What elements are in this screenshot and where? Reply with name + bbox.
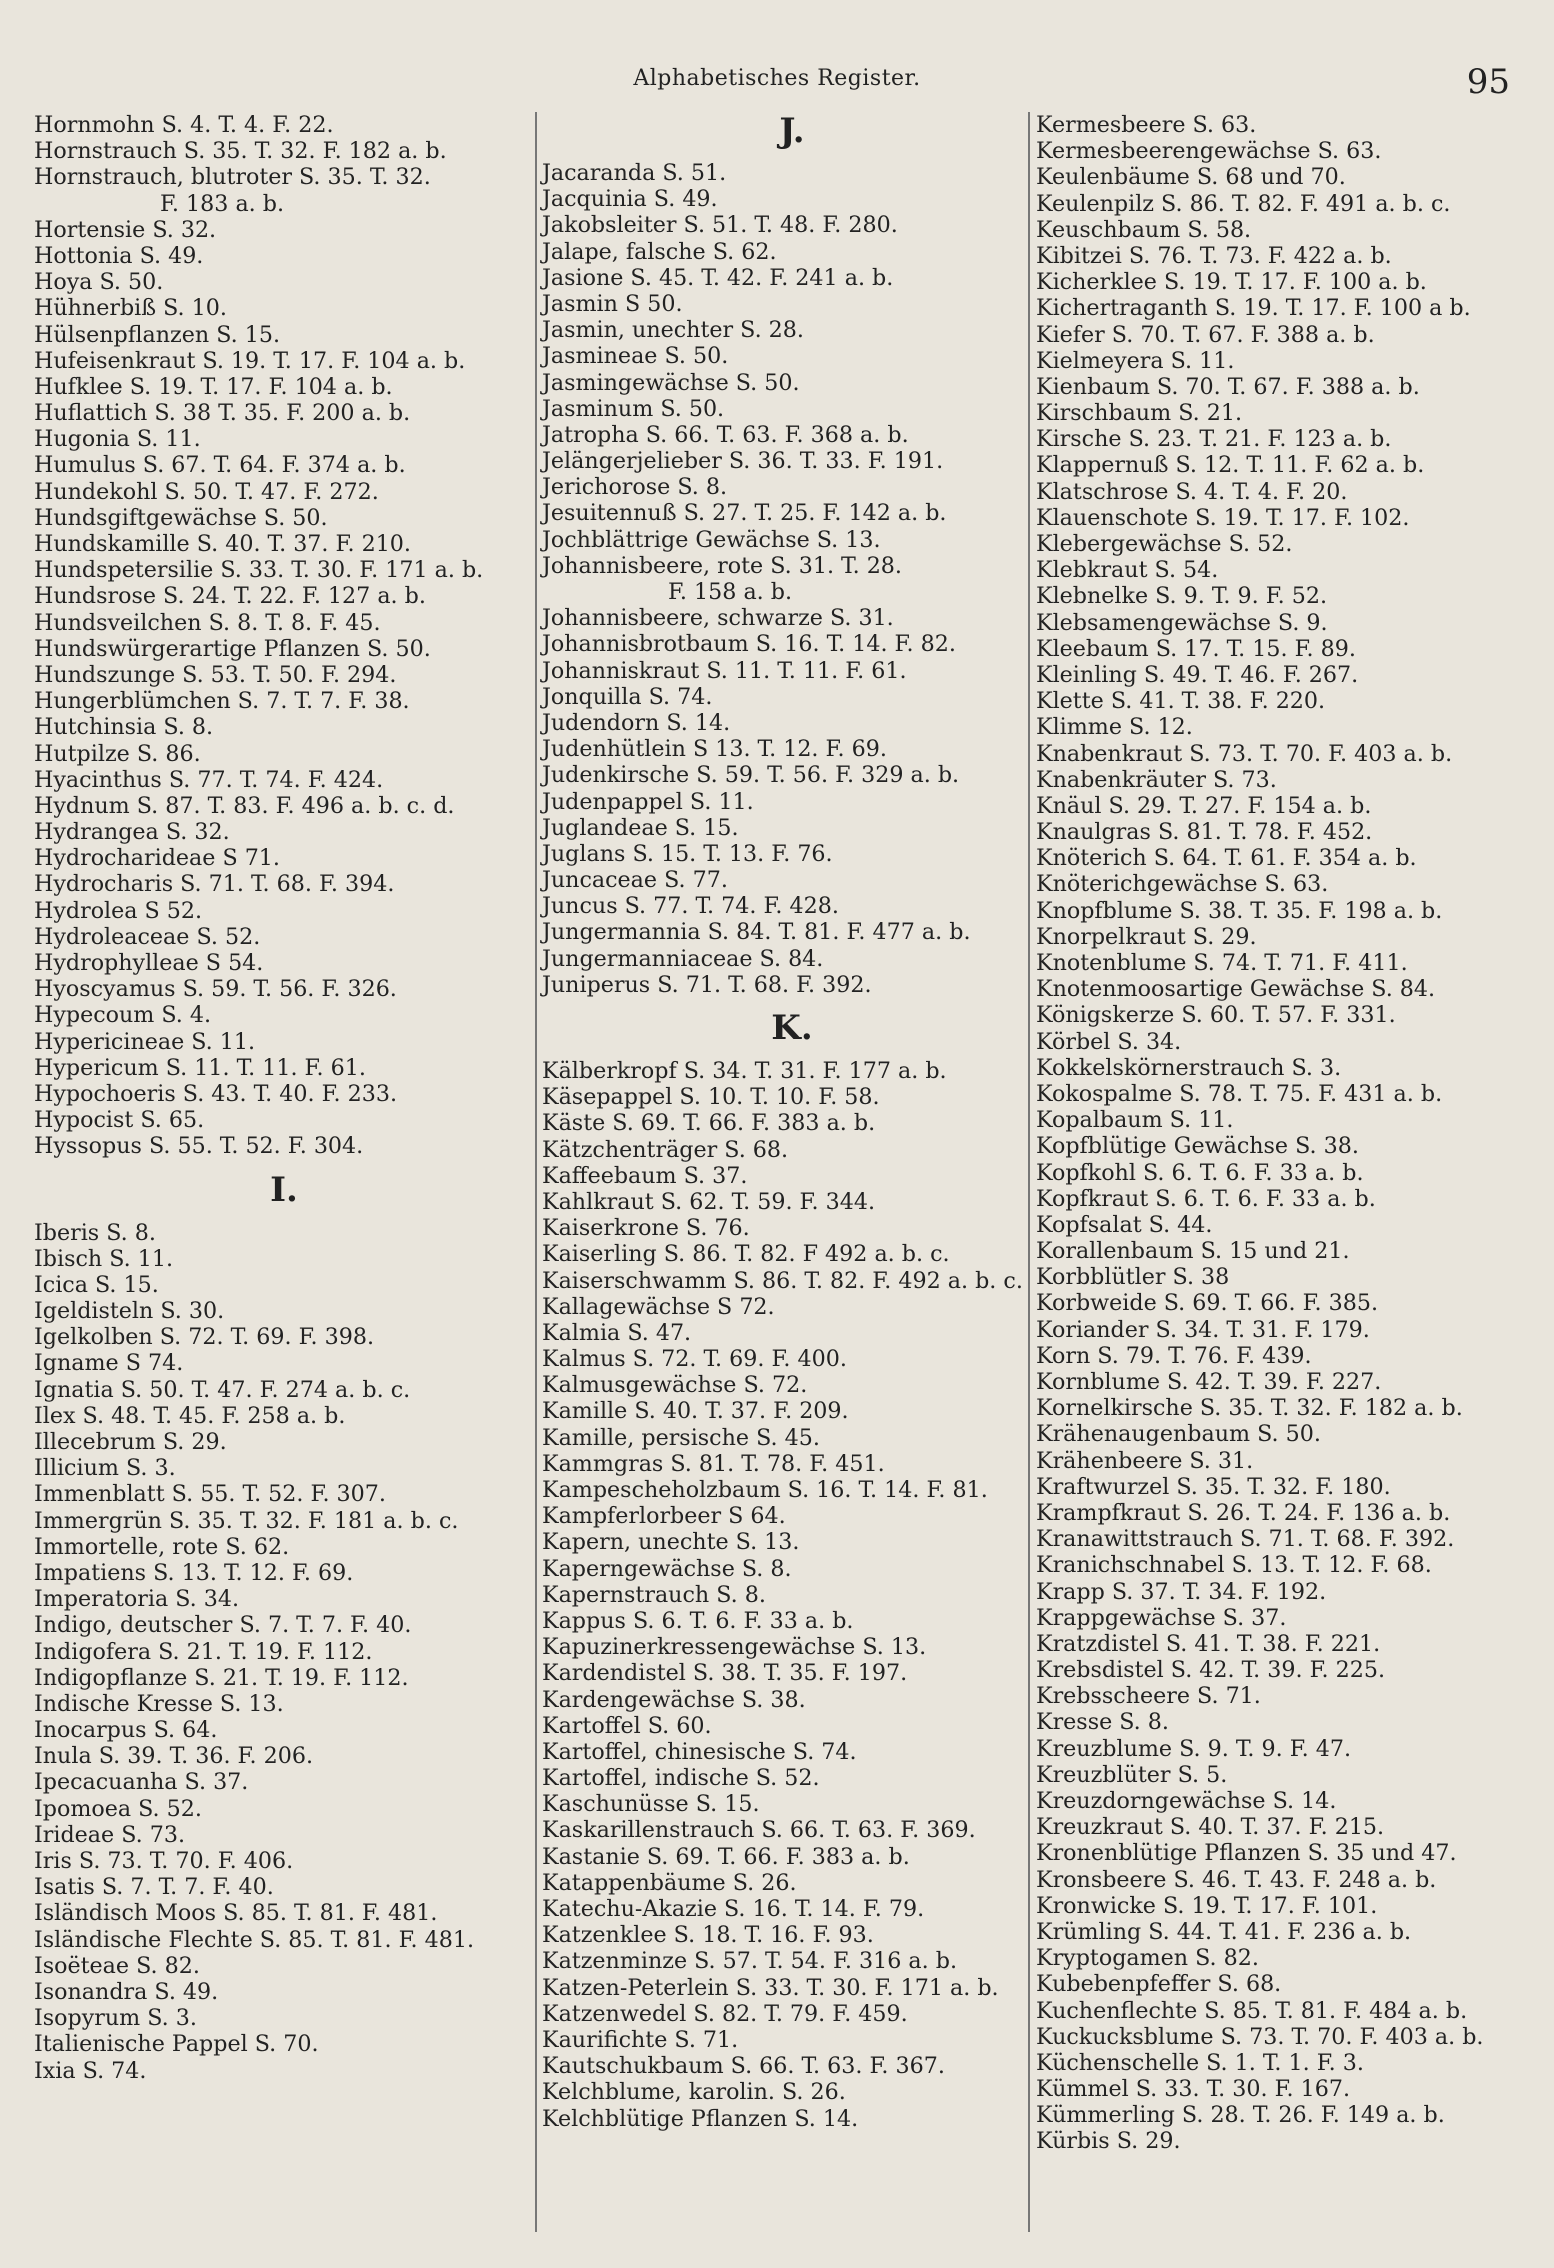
index-entry: Kätzchenträger S. 68. [542, 1136, 789, 1163]
index-entry: Krebsdistel S. 42. T. 39. F. 225. [1036, 1657, 1386, 1684]
index-entry: Jonquilla S. 74. [542, 683, 713, 710]
index-entry: Knöterich S. 64. T. 61. F. 354 a. b. [1036, 845, 1417, 872]
index-entry: Illecebrum S. 29. [34, 1429, 227, 1455]
index-entry: Hornstrauch, blutroter S. 35. T. 32. [34, 164, 431, 191]
index-entry: Koriander S. 34. T. 31. F. 179. [1036, 1316, 1370, 1343]
index-entry: Krümling S. 44. T. 41. F. 236 a. b. [1036, 1918, 1412, 1945]
index-entry: Kälberkropf S. 34. T. 31. F. 177 a. b. [542, 1058, 947, 1084]
index-entry: Iris S. 73. T. 70. F. 406. [34, 1848, 294, 1874]
index-entry: Hundskamille S. 40. T. 37. F. 210. [34, 531, 411, 557]
index-entry: Krapp S. 37. T. 34. F. 192. [1036, 1578, 1327, 1605]
index-entry: Hortensie S. 32. [34, 216, 217, 243]
index-entry: Klatschrose S. 4. T. 4. F. 20. [1036, 478, 1348, 505]
index-entry: Kibitzei S. 76. T. 73. F. 422 a. b. [1036, 242, 1392, 269]
index-entry: Kronwicke S. 19. T. 17. F. 101. [1036, 1892, 1378, 1919]
index-entry: Jakobsleiter S. 51. T. 48. F. 280. [542, 212, 898, 239]
index-entry: Kartoffel, chinesische S. 74. [542, 1738, 857, 1765]
index-entry: Juglandeae S. 15. [542, 814, 739, 841]
index-entry: Klebkraut S. 54. [1036, 557, 1219, 584]
index-entry: Kapuzinerkressengewächse S. 13. [542, 1634, 927, 1661]
index-entry: Klette S. 41. T. 38. F. 220. [1036, 688, 1326, 715]
index-entry: Juglans S. 15. T. 13. F. 76. [542, 840, 833, 867]
index-entry: Kranawittstrauch S. 71. T. 68. F. 392. [1036, 1526, 1455, 1553]
index-entry: Knabenkraut S. 73. T. 70. F. 403 a. b. [1036, 740, 1453, 767]
index-entry: Ibisch S. 11. [34, 1245, 174, 1272]
index-entry-continuation: F. 183 a. b. [160, 190, 285, 217]
index-entry: Kardengewächse S. 38. [542, 1686, 806, 1713]
index-entry: Kümmerling S. 28. T. 26. F. 149 a. b. [1036, 2102, 1445, 2129]
index-entry: Klappernuß S. 12. T. 11. F. 62 a. b. [1036, 452, 1425, 479]
index-entry-continuation: F. 158 a. b. [668, 579, 793, 605]
index-entry: Kleinling S. 49. T. 46. F. 267. [1036, 661, 1359, 688]
index-entry: Katzenminze S. 57. T. 54. F. 316 a. b. [542, 1948, 957, 1975]
index-entry: Ixia S. 74. [34, 2057, 147, 2084]
index-entry: Kopfblütige Gewächse S. 38. [1036, 1133, 1359, 1160]
index-entry: Indigo, deutscher S. 7. T. 7. F. 40. [34, 1612, 412, 1639]
index-entry: Kopfkraut S. 6. T. 6. F. 33 a. b. [1036, 1185, 1376, 1212]
index-entry: Hufklee S. 19. T. 17. F. 104 a. b. [34, 373, 393, 400]
index-entry: Immergrün S. 35. T. 32. F. 181 a. b. c. [34, 1507, 459, 1534]
index-entry: Kopfkohl S. 6. T. 6. F. 33 a. b. [1036, 1159, 1364, 1186]
index-entry: Jatropha S. 66. T. 63. F. 368 a. b. [542, 421, 909, 448]
index-entry: Klimme S. 12. [1036, 714, 1193, 741]
index-entry: Küchenschelle S. 1. T. 1. F. 3. [1036, 2049, 1364, 2076]
index-entry: Kelchblume, karolin. S. 26. [542, 2079, 846, 2106]
index-entry: Juniperus S. 71. T. 68. F. 392. [542, 971, 872, 998]
index-entry: Hyacinthus S. 77. T. 74. F. 424. [34, 766, 384, 793]
index-entry: Inocarpus S. 64. [34, 1717, 218, 1744]
index-entry: Judenkirsche S. 59. T. 56. F. 329 a. b. [542, 762, 960, 789]
index-entry: Johannisbrotbaum S. 16. T. 14. F. 82. [542, 631, 956, 658]
index-entry: Huflattich S. 38 T. 35. F. 200 a. b. [34, 400, 411, 427]
index-entry: Klebergewächse S. 52. [1036, 531, 1293, 557]
index-entry: Illicium S. 3. [34, 1455, 176, 1482]
index-entry: Katzenklee S. 18. T. 16. F. 93. [542, 1922, 874, 1949]
index-entry: Kartoffel S. 60. [542, 1712, 712, 1739]
index-entry: Krähenaugenbaum S. 50. [1036, 1421, 1321, 1448]
index-entry: Jasione S. 45. T. 42. F. 241 a. b. [542, 264, 894, 291]
index-entry: Hufeisenkraut S. 19. T. 17. F. 104 a. b. [34, 347, 466, 374]
index-entry: Kampescheholzbaum S. 16. T. 14. F. 81. [542, 1477, 988, 1503]
column-divider [535, 112, 537, 2232]
index-entry: Korbblütler S. 38 [1036, 1264, 1230, 1291]
index-entry: Jacaranda S. 51. [542, 160, 727, 186]
index-entry: Kokkelskörnerstrauch S. 3. [1036, 1054, 1342, 1081]
index-entry: Knaulgras S. 81. T. 78. F. 452. [1036, 819, 1373, 846]
index-entry: Kichertraganth S. 19. T. 17. F. 100 a b. [1036, 295, 1471, 322]
index-entry: Katappenbäume S. 26. [542, 1869, 797, 1896]
index-entry: Impatiens S. 13. T. 12. F. 69. [34, 1559, 354, 1586]
index-entry: Iberis S. 8. [34, 1219, 156, 1246]
index-entry: Kampferlorbeer S 64. [542, 1503, 786, 1530]
index-entry: Jelängerjelieber S. 36. T. 33. F. 191. [542, 448, 944, 475]
index-entry: Hundszunge S. 53. T. 50. F. 294. [34, 661, 397, 688]
index-entry: Jasminum S. 50. [542, 395, 725, 422]
index-entry: Kastanie S. 69. T. 66. F. 383 a. b. [542, 1843, 910, 1870]
index-entry: Kamille S. 40. T. 37. F. 209. [542, 1398, 849, 1425]
index-entry: Kirsche S. 23. T. 21. F. 123 a. b. [1036, 426, 1392, 453]
index-entry: Kronsbeere S. 46. T. 43. F. 248 a. b. [1036, 1866, 1437, 1893]
column-divider [1028, 112, 1030, 2232]
index-entry: Kalmus S. 72. T. 69. F. 400. [542, 1346, 847, 1373]
index-entry: Hottonia S. 49. [34, 242, 204, 269]
index-entry: Immortelle, rote S. 62. [34, 1533, 290, 1560]
index-entry: Kokospalme S. 78. T. 75. F. 431 a. b. [1036, 1080, 1443, 1107]
index-entry: Jasmineae S. 50. [542, 343, 729, 370]
index-entry: Kaiserschwamm S. 86. T. 82. F. 492 a. b. c. [542, 1267, 1023, 1294]
index-entry: Knotenmoosartige Gewächse S. 84. [1036, 976, 1436, 1003]
index-entry: Italienische Pappel S. 70. [34, 2031, 319, 2058]
index-entry: Kürbis S. 29. [1036, 2128, 1181, 2155]
index-entry: Hutpilze S. 86. [34, 740, 201, 767]
index-entry: Käste S. 69. T. 66. F. 383 a. b. [542, 1110, 876, 1137]
index-entry: Hühnerbiß S. 10. [34, 295, 227, 322]
page-header [0, 62, 1554, 102]
index-entry: Ipecacuanha S. 37. [34, 1769, 249, 1796]
index-entry: Hornstrauch S. 35. T. 32. F. 182 a. b. [34, 138, 447, 165]
index-entry: Hundsrose S. 24. T. 22. F. 127 a. b. [34, 583, 426, 610]
index-entry: Katechu-Akazie S. 16. T. 14. F. 79. [542, 1896, 925, 1922]
index-entry: Kielmeyera S. 11. [1036, 347, 1235, 374]
index-entry: Hypecoum S. 4. [34, 1002, 212, 1029]
index-entry: Kaiserling S. 86. T. 82. F 492 a. b. c. [542, 1241, 950, 1268]
index-entry: Kapern, unechte S. 13. [542, 1529, 800, 1556]
index-entry: Juncaceae S. 77. [542, 867, 728, 894]
index-entry: Kartoffel, indische S. 52. [542, 1765, 820, 1792]
index-entry: Johanniskraut S. 11. T. 11. F. 61. [542, 657, 907, 684]
index-entry: Jerichorose S. 8. [542, 474, 728, 501]
index-entry: Keulenpilz S. 86. T. 82. F. 491 a. b. c. [1036, 190, 1451, 217]
index-entry: Jalape, falsche S. 62. [542, 238, 777, 265]
index-entry: Isonandra S. 49. [34, 1978, 219, 2005]
index-entry: Inula S. 39. T. 36. F. 206. [34, 1743, 313, 1770]
index-entry: Hydroleaceae S. 52. [34, 923, 261, 950]
index-entry: Knorpelkraut S. 29. [1036, 923, 1257, 950]
index-entry: Ignatia S. 50. T. 47. F. 274 a. b. c. [34, 1376, 411, 1403]
index-entry: Humulus S. 67. T. 64. F. 374 a. b. [34, 452, 406, 479]
index-entry: Ipomoea S. 52. [34, 1795, 202, 1822]
index-entry: Hypericum S. 11. T. 11. F. 61. [34, 1054, 366, 1081]
index-entry: Hundspetersilie S. 33. T. 30. F. 171 a. b. [34, 557, 484, 584]
index-entry: Kapernstrauch S. 8. [542, 1581, 766, 1608]
index-entry: Hoya S. 50. [34, 269, 164, 296]
index-entry: Isländisch Moos S. 85. T. 81. F. 481. [34, 1900, 438, 1927]
index-entry: Judenpappel S. 11. [542, 788, 754, 815]
index-entry: Korn S. 79. T. 76. F. 439. [1036, 1342, 1312, 1369]
index-entry: Johannisbeere, schwarze S. 31. [542, 605, 894, 632]
index-entry: Kronenblütige Pflanzen S. 35 und 47. [1036, 1840, 1457, 1867]
index-entry: Kornblume S. 42. T. 39. F. 227. [1036, 1369, 1382, 1395]
index-entry: Imperatoria S. 34. [34, 1586, 240, 1613]
index-entry: Kreuzdorngewächse S. 14. [1036, 1788, 1337, 1814]
index-entry: Kubebenpfeffer S. 68. [1036, 1971, 1282, 1998]
index-entry: Igelkolben S. 72. T. 69. F. 398. [34, 1324, 375, 1351]
index-entry: Jungermanniaceae S. 84. [542, 945, 824, 972]
index-entry: Knotenblume S. 74. T. 71. F. 411. [1036, 950, 1408, 976]
index-entry: Kallagewächse S 72. [542, 1293, 775, 1320]
index-entry: Keulenbäume S. 68 und 70. [1036, 164, 1346, 191]
index-entry: Kermesbeerengewächse S. 63. [1036, 138, 1382, 165]
index-entry: Kelchblütige Pflanzen S. 14. [542, 2105, 859, 2132]
index-entry: Kermesbeere S. 63. [1036, 112, 1257, 138]
index-entry: Hutchinsia S. 8. [34, 714, 214, 741]
index-entry: Kiefer S. 70. T. 67. F. 388 a. b. [1036, 321, 1375, 348]
index-entry: Klauenschote S. 19. T. 17. F. 102. [1036, 504, 1410, 531]
index-entry: Katzenwedel S. 82. T. 79. F. 459. [542, 2000, 908, 2027]
index-entry: Judenhütlein S 13. T. 12. F. 69. [542, 736, 887, 763]
index-entry: Hundswürgerartige Pflanzen S. 50. [34, 635, 431, 662]
index-entry: Kleebaum S. 17. T. 15. F. 89. [1036, 635, 1356, 662]
page-number: 95 [1466, 62, 1510, 102]
index-entry: Hundekohl S. 50. T. 47. F. 272. [34, 478, 379, 505]
index-entry: Johannisbeere, rote S. 31. T. 28. [542, 552, 902, 579]
index-entry: Immenblatt S. 55. T. 52. F. 307. [34, 1481, 386, 1508]
index-column-1 [34, 112, 534, 2084]
index-entry: Isländische Flechte S. 85. T. 81. F. 481. [34, 1926, 475, 1953]
index-entry: Kreuzblüter S. 5. [1036, 1761, 1228, 1788]
index-entry: Isoëteae S. 82. [34, 1952, 200, 1979]
index-entry: Krebsscheere S. 71. [1036, 1683, 1261, 1710]
index-entry: Icica S. 15. [34, 1271, 159, 1298]
index-entry: Kahlkraut S. 62. T. 59. F. 344. [542, 1188, 876, 1215]
index-entry: Kraftwurzel S. 35. T. 32. F. 180. [1036, 1473, 1391, 1500]
index-entry: Kalmia S. 47. [542, 1319, 692, 1346]
section-letter: J. [779, 111, 805, 151]
index-entry: Kopfsalat S. 44. [1036, 1211, 1213, 1238]
index-entry: Kopalbaum S. 11. [1036, 1107, 1234, 1134]
index-entry: Jesuitennuß S. 27. T. 25. F. 142 a. b. [542, 500, 947, 527]
index-entry: Kardendistel S. 38. T. 35. F. 197. [542, 1660, 908, 1687]
index-entry: Hülsenpflanzen S. 15. [34, 321, 281, 348]
index-entry: Knopfblume S. 38. T. 35. F. 198 a. b. [1036, 897, 1443, 924]
index-entry: Kuchenflechte S. 85. T. 81. F. 484 a. b. [1036, 1997, 1468, 2024]
index-entry: Hypocist S. 65. [34, 1107, 205, 1134]
index-entry: Kresse S. 8. [1036, 1709, 1169, 1736]
index-entry: Krampfkraut S. 26. T. 24. F. 136 a. b. [1036, 1499, 1451, 1526]
running-title: Alphabetisches Register. [633, 66, 921, 91]
index-entry: Knäul S. 29. T. 27. F. 154 a. b. [1036, 792, 1372, 819]
index-entry: Hydnum S. 87. T. 83. F. 496 a. b. c. d. [34, 792, 455, 819]
index-entry: Hydrophylleae S 54. [34, 950, 264, 976]
index-entry: Kamille, persische S. 45. [542, 1424, 820, 1451]
index-entry: Kaffeebaum S. 37. [542, 1162, 748, 1189]
index-entry: Kratzdistel S. 41. T. 38. F. 221. [1036, 1630, 1381, 1657]
index-entry: Korallenbaum S. 15 und 21. [1036, 1238, 1350, 1265]
index-entry: Jacquinia S. 49. [542, 186, 718, 213]
index-entry: Hungerblümchen S. 7. T. 7. F. 38. [34, 688, 410, 715]
index-entry: Kaurifichte S. 71. [542, 2026, 739, 2053]
index-entry: Jasmin, unechter S. 28. [542, 317, 804, 344]
index-entry: Knöterichgewächse S. 63. [1036, 871, 1329, 898]
index-column-2 [542, 112, 1042, 2132]
index-entry: Kienbaum S. 70. T. 67. F. 388 a. b. [1036, 373, 1420, 400]
index-column-3 [1036, 112, 1536, 2155]
index-entry: Hypericineae S. 11. [34, 1028, 256, 1055]
section-letter: K. [771, 1008, 813, 1048]
index-entry: Kreuzblume S. 9. T. 9. F. 47. [1036, 1735, 1352, 1762]
index-entry: Jochblättrige Gewächse S. 13. [542, 526, 881, 553]
index-entry: Hypochoeris S. 43. T. 40. F. 233. [34, 1080, 398, 1107]
index-entry: Kümmel S. 33. T. 30. F. 167. [1036, 2076, 1351, 2103]
index-entry: Hydrangea S. 32. [34, 819, 230, 846]
index-entry: Indigopflanze S. 21. T. 19. F. 112. [34, 1664, 409, 1691]
index-entry: Hundsgiftgewächse S. 50. [34, 504, 328, 531]
index-entry: Königskerze S. 60. T. 57. F. 331. [1036, 1002, 1396, 1029]
index-entry: Hydrocharideae S 71. [34, 845, 280, 872]
index-entry: Indische Kresse S. 13. [34, 1690, 284, 1717]
index-entry: Kryptogamen S. 82. [1036, 1945, 1259, 1972]
index-entry: Irideae S. 73. [34, 1821, 186, 1848]
index-entry: Kaskarillenstrauch S. 66. T. 63. F. 369. [542, 1817, 976, 1844]
index-entry: Juncus S. 77. T. 74. F. 428. [542, 893, 839, 920]
section-letter: I. [270, 1169, 298, 1210]
index-entry: Hydrolea S 52. [34, 897, 203, 924]
index-entry: Klebsamengewächse S. 9. [1036, 609, 1328, 636]
index-entry: Keuschbaum S. 58. [1036, 216, 1252, 243]
index-entry: Igeldisteln S. 30. [34, 1298, 225, 1325]
index-entry: Kappus S. 6. T. 6. F. 33 a. b. [542, 1607, 854, 1634]
index-entry: Judendorn S. 14. [542, 709, 731, 736]
index-entry: Hyoscyamus S. 59. T. 56. F. 326. [34, 976, 397, 1003]
index-entry: Katzen-Peterlein S. 33. T. 30. F. 171 a. b. [542, 1974, 999, 2001]
index-entry: Ilex S. 48. T. 45. F. 258 a. b. [34, 1402, 346, 1429]
index-entry: Jasmingewächse S. 50. [542, 369, 800, 396]
index-entry: Korbweide S. 69. T. 66. F. 385. [1036, 1290, 1379, 1317]
index-entry: Kalmusgewächse S. 72. [542, 1372, 808, 1399]
index-entry: Jasmin S 50. [542, 290, 683, 317]
index-entry: Kaperngewächse S. 8. [542, 1555, 792, 1582]
index-entry: Kaschunüsse S. 15. [542, 1791, 760, 1818]
index-entry: Körbel S. 34. [1036, 1028, 1182, 1055]
index-entry: Kicherklee S. 19. T. 17. F. 100 a. b. [1036, 269, 1427, 296]
index-entry: Kreuzkraut S. 40. T. 37. F. 215. [1036, 1814, 1385, 1841]
index-entry: Kuckucksblume S. 73. T. 70. F. 403 a. b. [1036, 2023, 1484, 2050]
index-entry: Kirschbaum S. 21. [1036, 400, 1242, 427]
index-entry: Indigofera S. 21. T. 19. F. 112. [34, 1638, 373, 1665]
index-entry: Jungermannia S. 84. T. 81. F. 477 a. b. [542, 919, 971, 946]
index-entry: Hundsveilchen S. 8. T. 8. F. 45. [34, 609, 381, 636]
index-entry: Hyssopus S. 55. T. 52. F. 304. [34, 1133, 364, 1160]
index-entry: Kornelkirsche S. 35. T. 32. F. 182 a. b. [1036, 1395, 1463, 1422]
index-entry: Kautschukbaum S. 66. T. 63. F. 367. [542, 2053, 945, 2080]
index-entry: Isopyrum S. 3. [34, 2005, 197, 2032]
index-entry: Hornmohn S. 4. T. 4. F. 22. [34, 112, 334, 138]
index-entry: Kranichschnabel S. 13. T. 12. F. 68. [1036, 1552, 1432, 1579]
index-entry: Kaiserkrone S. 76. [542, 1215, 750, 1242]
index-entry: Krappgewächse S. 37. [1036, 1604, 1287, 1631]
index-entry: Isatis S. 7. T. 7. F. 40. [34, 1874, 274, 1901]
index-entry: Hydrocharis S. 71. T. 68. F. 394. [34, 871, 395, 898]
index-entry: Käsepappel S. 10. T. 10. F. 58. [542, 1084, 880, 1111]
index-entry: Kammgras S. 81. T. 78. F. 451. [542, 1450, 885, 1477]
index-entry: Klebnelke S. 9. T. 9. F. 52. [1036, 583, 1328, 610]
index-entry: Krähenbeere S. 31. [1036, 1447, 1254, 1474]
index-entry: Hugonia S. 11. [34, 426, 201, 453]
index-entry: Knabenkräuter S. 73. [1036, 766, 1277, 793]
index-entry: Igname S 74. [34, 1350, 184, 1377]
